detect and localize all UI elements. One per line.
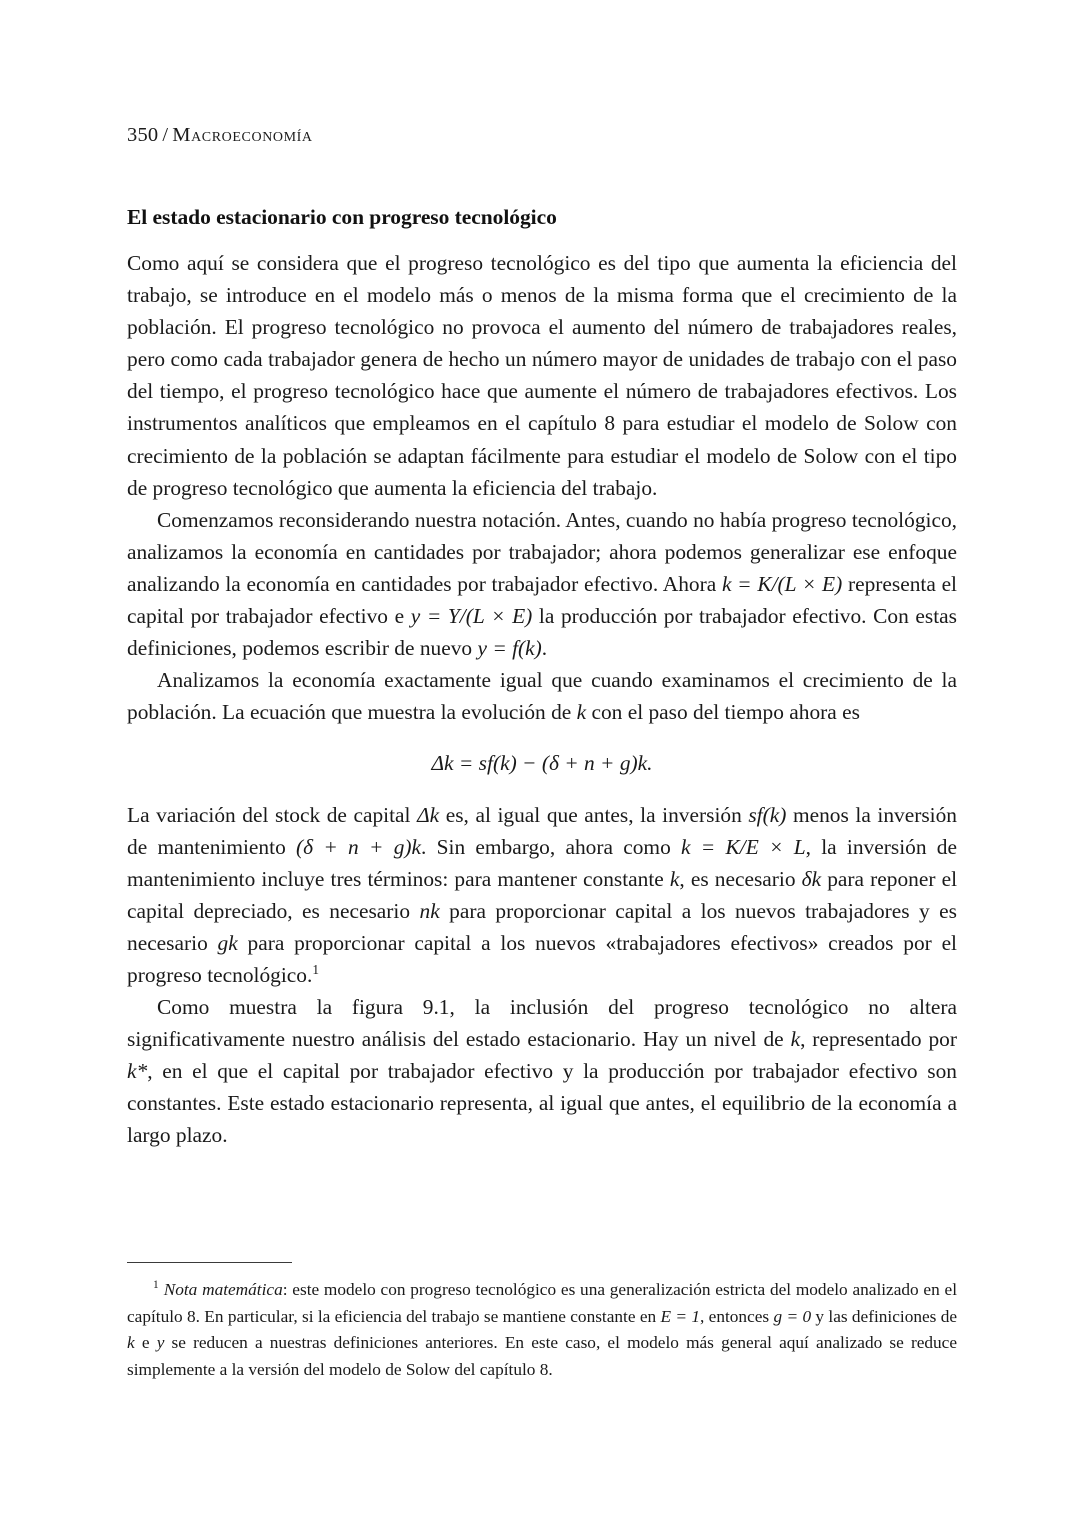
- math-k-definition: k = K/(L × E): [721, 571, 843, 596]
- paragraph-3-text-a: Analizamos la economía exactamente igual que cuando examinamos el crecimiento de la población. La ecuación que muestra la evolución de: [127, 668, 957, 725]
- math-investment: sf(k): [748, 802, 787, 827]
- paragraph-4-text-e: , la inversión de mantenimiento incluye tres términos: para mantener constante: [127, 834, 957, 891]
- running-head-separator: /: [162, 124, 169, 146]
- math-production-function: y = f(k): [477, 636, 542, 661]
- paragraph-2-text-b: representa el capital por trabajador efectivo e: [127, 571, 958, 629]
- paragraph-4-text-a: La variación del stock de capital: [127, 802, 418, 827]
- paragraph-4-text-b: es, al igual que antes, la inversión: [439, 802, 749, 827]
- footnote-text-a: : este modelo con progreso tecnológico es una generalización estricta del modelo analizado en el capítulo 8. En particular, si la eficiencia del trabajo se mantiene constante en: [127, 1280, 957, 1326]
- paragraph-4-text-f: , es necesario: [679, 866, 802, 891]
- paragraph-4-text-g: para reponer el capital depreciado, es necesario: [127, 866, 958, 923]
- running-head-book-title: Macroeconomía: [172, 124, 313, 146]
- display-equation: Δk = sf(k) − (δ + n + g)k.: [431, 751, 653, 776]
- paragraph-5-text-b: , representado por: [800, 1027, 957, 1052]
- paragraph-5: [127, 991, 957, 1151]
- footnote-reference-marker[interactable]: 1: [312, 961, 319, 977]
- paragraph-4-text-h: para proporcionar capital a los nuevos trabajadores y es necesario: [127, 898, 957, 955]
- math-delta-k: Δk: [417, 802, 440, 827]
- page-folio-number: 350: [127, 124, 159, 146]
- paragraph-2-text-a: Comenzamos reconsiderando nuestra notación. Antes, cuando no había progreso tecnológico, analizamos la economía en cantidades por trabajador; ahora podemos generalizar ese enfoque analizando la economía en cantidades por trabajador efectivo. Ahora: [127, 507, 957, 596]
- math-depreciation-term: δk: [801, 866, 822, 891]
- footnote-separator-rule: [127, 1262, 292, 1263]
- paragraph-4: [127, 799, 957, 992]
- paragraph-2-text-d: .: [541, 636, 548, 661]
- math-y-definition: y = Y/(L × E): [410, 604, 533, 629]
- footnote-lead-italic: Nota matemática: [163, 1280, 283, 1299]
- math-population-term: nk: [419, 898, 440, 923]
- section-heading: El estado estacionario con progreso tecnológico: [127, 204, 557, 229]
- math-k-alt-definition: k = K/E × L: [681, 834, 806, 859]
- paragraph-4-text-c: menos la inversión de mantenimiento: [127, 802, 957, 859]
- math-k-symbol-2: k: [669, 866, 680, 891]
- paragraph-3: [127, 664, 957, 728]
- paragraph-5-text-c: , en el que el capital por trabajador efectivo y la producción por trabajador efectivo son constantes. Este estado estacionario representa, al igual que antes, el equilibrio de la economía a largo plazo.: [127, 1059, 957, 1148]
- footnote-1: [127, 1277, 957, 1383]
- math-k-star: k*: [127, 1059, 148, 1084]
- footnote-block: [127, 1262, 957, 1383]
- math-technology-term: gk: [217, 930, 238, 955]
- body-text-column: [127, 247, 957, 1152]
- math-efficiency-equals-one: E = 1: [660, 1306, 701, 1326]
- math-break-even-investment: (δ + n + g)k: [296, 834, 422, 859]
- math-k-symbol-footnote: k: [127, 1333, 135, 1353]
- footnote-text-c: y las definiciones de: [811, 1306, 958, 1326]
- math-g-equals-zero: g = 0: [773, 1306, 812, 1326]
- math-k-symbol: k: [576, 700, 587, 725]
- paragraph-1: [127, 247, 957, 504]
- math-k-symbol-3: k: [790, 1027, 801, 1052]
- paragraph-3-text-b: con el paso del tiempo ahora es: [586, 700, 860, 725]
- footnote-text-e: se reducen a nuestras definiciones anteriores. En este caso, el modelo más general aquí analizado se reduce simplemente a la versión del modelo de Solow del capítulo 8.: [127, 1333, 958, 1379]
- paragraph-5-text-a: Como muestra la figura 9.1, la inclusión del progreso tecnológico no altera significativamente nuestro análisis del estado estacionario. Hay un nivel de: [127, 995, 957, 1052]
- paragraph-4-text-i: para proporcionar capital a los nuevos «trabajadores efectivos» creados por el progreso tecnológico.: [127, 930, 958, 987]
- running-head: [127, 122, 957, 148]
- paragraph-2: [127, 504, 957, 664]
- paragraph-4-text-d: . Sin embargo, ahora como: [421, 834, 682, 859]
- footnote-number: 1: [153, 1279, 159, 1292]
- math-y-symbol-footnote: y: [156, 1333, 165, 1353]
- paragraph-1-text: Como aquí se considera que el progreso tecnológico es del tipo que aumenta la eficiencia del trabajo, se introduce en el modelo más o menos de la misma forma que el crecimiento de la población. El progreso tecnológico no provoca el aumento del número de trabajadores reales, pero como cada trabajador genera de hecho un número mayor de unidades de trabajo con el paso del tiempo, el progreso tecnológico hace que aumente el número de trabajadores efectivos. Los instrumentos analíticos que empleamos en el capítulo 8 para estudiar el modelo de Solow con crecimiento de la población se adaptan fácilmente para estudiar el modelo de Solow con el tipo de progreso tecnológico que aumenta la eficiencia del trabajo.: [127, 251, 957, 500]
- footnote-text-d: e: [134, 1333, 157, 1353]
- paragraph-2-text-c: la producción por trabajador efectivo. Con estas definiciones, podemos escribir de nuevo: [127, 604, 957, 661]
- footnote-text-b: , entonces: [700, 1306, 774, 1326]
